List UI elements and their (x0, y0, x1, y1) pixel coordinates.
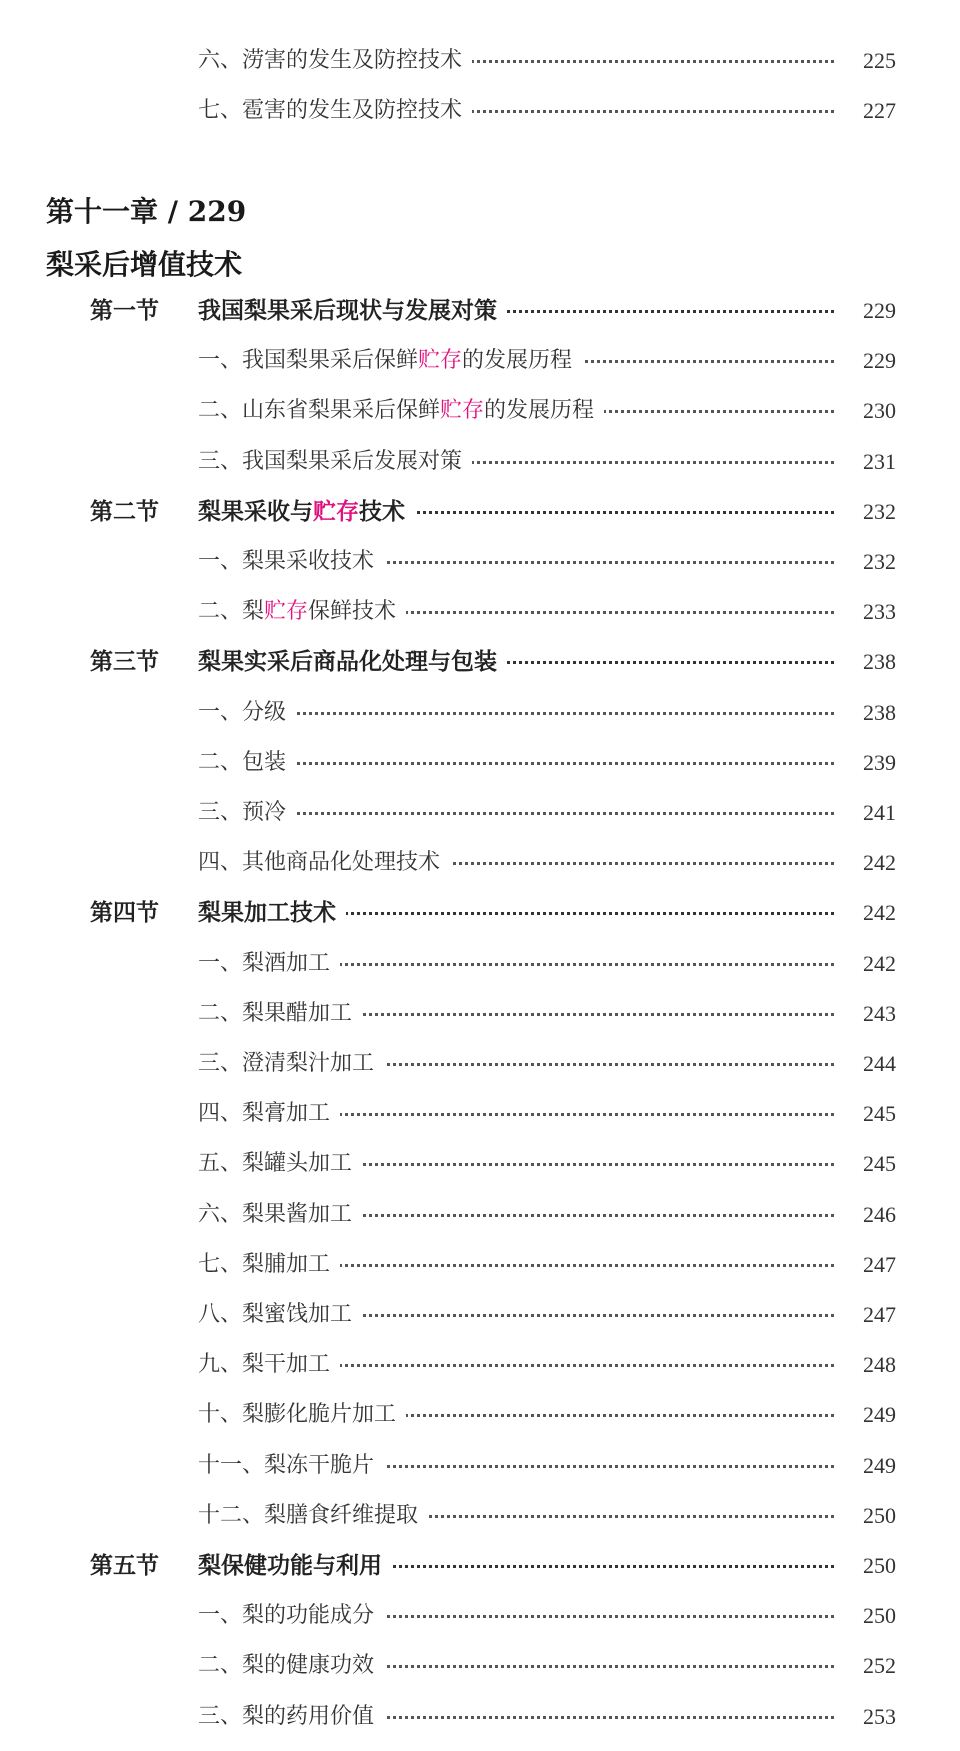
entry-title (198, 1044, 384, 1084)
entry-title (198, 1496, 428, 1536)
entry-title (198, 1446, 384, 1486)
toc-section (0, 1546, 960, 1586)
title-segment: 十二、梨膳食纤维提取 (198, 1502, 419, 1528)
entry-title (198, 592, 406, 632)
entry-title (198, 994, 362, 1034)
page-number: 238 (863, 649, 896, 675)
highlighted-term: 贮存 (264, 599, 309, 625)
title-segment: 七、雹害的发生及防控技术 (198, 98, 463, 124)
toc-entry (0, 1697, 960, 1737)
title-segment: 梨果加工技术 (198, 900, 336, 927)
entry-title (198, 1646, 384, 1686)
entry-title (198, 1697, 384, 1737)
title-segment: 二、梨果醋加工 (198, 1000, 353, 1026)
page-number: 227 (863, 98, 896, 124)
entry-title (198, 542, 384, 582)
section-title (198, 642, 507, 682)
toc-entry (0, 1395, 960, 1435)
highlighted-term: 贮存 (313, 498, 359, 525)
title-segment: 三、预冷 (198, 800, 287, 825)
toc-entry (0, 1144, 960, 1184)
title-segment: 一、我国梨果采后保鲜 (198, 348, 419, 374)
entry-title (198, 41, 472, 81)
toc-entry (0, 944, 960, 984)
toc-entry (0, 91, 960, 131)
page-number: 225 (863, 48, 896, 73)
title-segment: 三、我国梨果采后发展对策 (198, 448, 463, 474)
title-segment: 二、梨的健康功效 (198, 1653, 375, 1679)
entry-title (198, 1295, 362, 1335)
entry-title (198, 743, 296, 783)
title-segment: 技术 (359, 498, 405, 525)
section-title (198, 893, 346, 933)
page-number: 253 (863, 1703, 896, 1729)
page-number: 247 (863, 1302, 896, 1327)
title-segment: 二、梨 (198, 599, 265, 625)
section-number: 第三节 (90, 649, 159, 676)
page-number: 230 (863, 398, 896, 424)
page-number: 241 (863, 800, 896, 825)
page-number: 250 (863, 1603, 896, 1629)
toc-entry (0, 1596, 960, 1636)
entry-title (198, 341, 582, 381)
toc-entry (0, 1446, 960, 1486)
entry-title (198, 1395, 406, 1435)
title-segment: 我国梨果采后现状与发展对策 (198, 298, 497, 324)
page-number: 233 (863, 599, 896, 625)
entry-title (198, 1094, 340, 1134)
toc-entry (0, 592, 960, 632)
toc-entry (0, 1496, 960, 1536)
entry-title (198, 944, 340, 984)
entry-title (198, 1596, 384, 1636)
page-number: 243 (863, 1000, 896, 1026)
title-segment: 八、梨蜜饯加工 (198, 1302, 353, 1327)
section-title (198, 1546, 392, 1586)
section-number: 第四节 (90, 900, 159, 927)
toc-entry (0, 442, 960, 482)
title-segment: 七、梨脯加工 (198, 1251, 331, 1277)
highlighted-term: 贮存 (440, 398, 485, 424)
section-number: 第一节 (90, 298, 159, 324)
title-segment: 六、涝害的发生及防控技术 (198, 48, 463, 73)
page-number: 252 (863, 1653, 896, 1679)
toc-entry (0, 1295, 960, 1335)
page-number: 250 (863, 1502, 896, 1528)
entry-title (198, 391, 604, 431)
toc-entry (0, 1245, 960, 1285)
title-segment: 四、其他商品化处理技术 (198, 850, 441, 876)
toc-entry (0, 1646, 960, 1686)
title-segment: 一、梨果采收技术 (198, 549, 375, 574)
section-title (198, 291, 507, 331)
title-segment: 一、分级 (198, 699, 287, 725)
entry-title (198, 843, 450, 883)
entry-title (198, 1345, 340, 1385)
title-segment: 三、梨的药用价值 (198, 1703, 375, 1729)
title-segment: 保鲜技术 (308, 599, 397, 625)
chapter-title: 梨采后增值技术 (46, 248, 243, 281)
page-number: 242 (863, 900, 896, 926)
toc-entry (0, 994, 960, 1034)
title-segment: 十一、梨冻干脆片 (198, 1452, 375, 1478)
toc-entry (0, 693, 960, 733)
title-segment: 十、梨膨化脆片加工 (198, 1402, 397, 1428)
page-number: 238 (863, 699, 896, 725)
title-segment: 二、包装 (198, 749, 287, 775)
page-number: 242 (863, 850, 896, 876)
page-number: 231 (863, 448, 896, 474)
page-number: 232 (863, 498, 896, 524)
page-number: 248 (863, 1352, 896, 1378)
toc-entry (0, 1195, 960, 1235)
page-number: 229 (863, 348, 896, 374)
title-segment: 一、梨酒加工 (198, 950, 331, 976)
toc-entry (0, 743, 960, 783)
toc-entry (0, 341, 960, 381)
entry-title (198, 1245, 340, 1285)
toc-entry (0, 793, 960, 833)
toc-entry (0, 41, 960, 81)
toc-entry (0, 391, 960, 431)
page-number: 244 (863, 1051, 896, 1076)
page-number: 246 (863, 1201, 896, 1227)
toc-section (0, 893, 960, 933)
title-segment: 五、梨罐头加工 (198, 1151, 353, 1177)
page-number: 242 (863, 950, 896, 976)
page-number: 239 (863, 749, 896, 775)
page-number: 250 (863, 1553, 896, 1578)
entry-title (198, 693, 296, 733)
highlighted-term: 贮存 (418, 348, 463, 374)
toc-entry (0, 843, 960, 883)
toc-entry (0, 1345, 960, 1385)
chapter-heading: 第十一章 / 229 (46, 195, 247, 228)
title-segment: 的发展历程 (462, 348, 573, 374)
page-number: 245 (863, 1151, 896, 1177)
page-number: 245 (863, 1101, 896, 1127)
entry-title (198, 442, 472, 482)
toc-entry (0, 542, 960, 582)
page-number: 247 (863, 1251, 896, 1277)
title-segment: 九、梨干加工 (198, 1352, 331, 1378)
title-segment: 三、澄清梨汁加工 (198, 1051, 375, 1076)
section-title (198, 492, 415, 532)
section-number: 第二节 (90, 498, 159, 525)
title-segment: 的发展历程 (484, 398, 595, 424)
title-segment: 梨保健功能与利用 (198, 1553, 382, 1579)
title-segment: 六、梨果酱加工 (198, 1201, 353, 1227)
toc-section (0, 642, 960, 682)
section-number: 第五节 (90, 1553, 159, 1579)
title-segment: 二、山东省梨果采后保鲜 (198, 398, 441, 424)
title-segment: 梨果采收与 (198, 498, 313, 525)
page-number: 232 (863, 549, 896, 574)
toc-entry (0, 1044, 960, 1084)
page-number: 249 (863, 1402, 896, 1428)
page-number: 249 (863, 1452, 896, 1478)
toc-section (0, 492, 960, 532)
entry-title (198, 793, 296, 833)
entry-title (198, 91, 472, 131)
title-segment: 四、梨膏加工 (198, 1101, 331, 1127)
page-number: 229 (863, 298, 896, 323)
title-segment: 一、梨的功能成分 (198, 1603, 375, 1629)
entry-title (198, 1195, 362, 1235)
title-segment: 梨果实采后商品化处理与包装 (198, 649, 497, 676)
toc-entry (0, 1094, 960, 1134)
toc-section (0, 291, 960, 331)
entry-title (198, 1144, 362, 1184)
